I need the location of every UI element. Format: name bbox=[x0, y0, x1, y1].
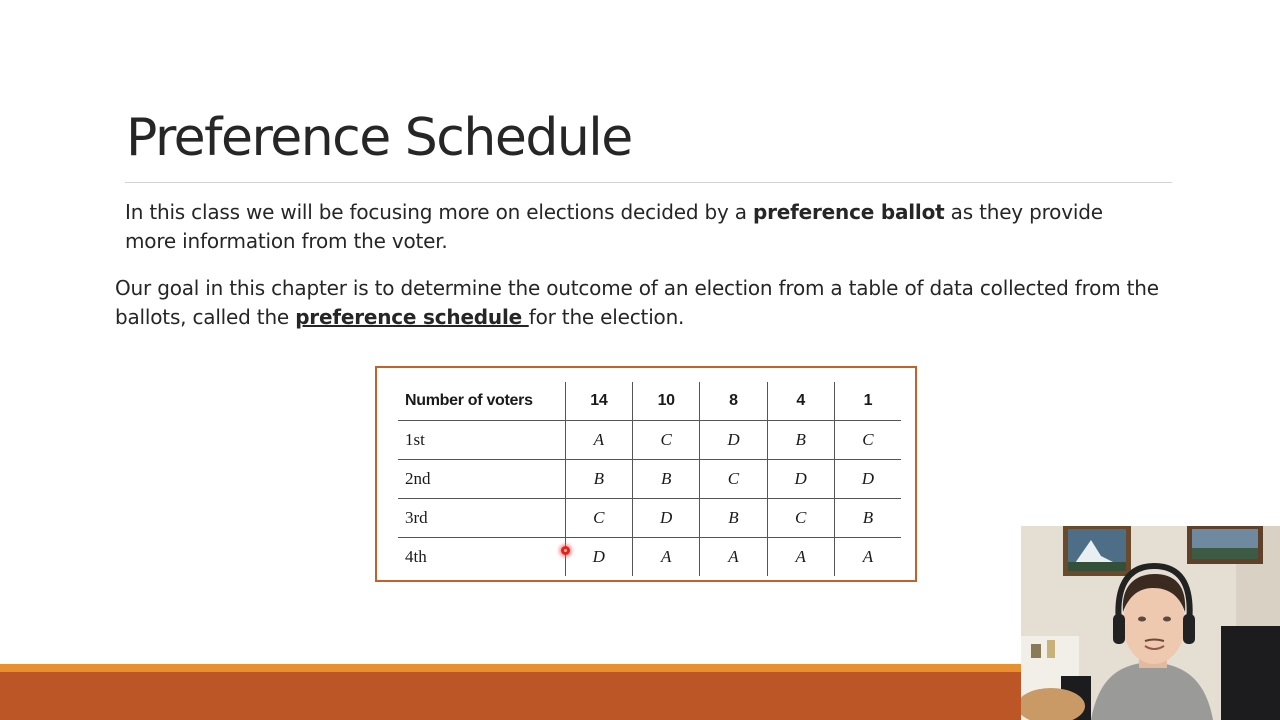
candidate-cell: A bbox=[862, 547, 874, 566]
header-voters-col: 14 bbox=[565, 382, 632, 421]
header-voters-col: 8 bbox=[700, 382, 767, 421]
goal-paragraph bbox=[115, 274, 1195, 332]
header-voters-col: 1 bbox=[834, 382, 901, 421]
table-row bbox=[398, 499, 901, 538]
candidate-cell: B bbox=[767, 421, 834, 460]
goal-text-2: for the election. bbox=[528, 305, 685, 329]
intro-paragraph bbox=[125, 198, 1125, 256]
candidate-cell: B bbox=[700, 499, 767, 538]
candidate-cell: A bbox=[633, 538, 700, 577]
candidate-cell: D bbox=[565, 538, 632, 577]
laser-pointer-dot bbox=[561, 546, 570, 555]
candidate-cell: D bbox=[633, 499, 700, 538]
slide-title: Preference Schedule bbox=[126, 108, 632, 168]
candidate-cell: A bbox=[700, 538, 767, 577]
candidate-cell: D bbox=[700, 421, 767, 460]
goal-text-1: Our goal in this chapter is to determine the outcome of an election from a table of data collected from the ballots, called the bbox=[115, 276, 1159, 329]
rank-label: 2nd bbox=[398, 460, 565, 499]
preference-ballot-term: preference ballot bbox=[753, 200, 945, 224]
header-voters-col: 4 bbox=[767, 382, 834, 421]
candidate-cell: A bbox=[565, 421, 632, 460]
table-header-row bbox=[398, 382, 901, 421]
preference-schedule-table bbox=[398, 382, 901, 576]
candidate-cell: D bbox=[767, 460, 834, 499]
candidate-cell: C bbox=[767, 499, 834, 538]
header-number-of-voters: Number of voters bbox=[398, 382, 565, 421]
table-row bbox=[398, 538, 901, 577]
preference-schedule-table-frame bbox=[375, 366, 917, 582]
candidate-cell: B bbox=[565, 460, 632, 499]
intro-text-2: as they provide more information from the voter. bbox=[125, 200, 1103, 253]
candidate-cell: B bbox=[633, 460, 700, 499]
title-divider bbox=[125, 182, 1172, 183]
candidate-cell: B bbox=[834, 499, 901, 538]
preference-schedule-term: preference schedule bbox=[295, 305, 529, 329]
header-voters-col: 10 bbox=[633, 382, 700, 421]
rank-label: 4th bbox=[398, 538, 565, 577]
candidate-cell: A bbox=[767, 538, 834, 577]
rank-label: 3rd bbox=[398, 499, 565, 538]
candidate-cell: C bbox=[834, 421, 901, 460]
table-row bbox=[398, 460, 901, 499]
candidate-cell: C bbox=[700, 460, 767, 499]
table-row bbox=[398, 421, 901, 460]
rank-label: 1st bbox=[398, 421, 565, 460]
webcam-scene-image bbox=[1021, 526, 1280, 720]
candidate-cell: D bbox=[834, 460, 901, 499]
candidate-cell: C bbox=[565, 499, 632, 538]
presenter-webcam-feed bbox=[1021, 526, 1280, 720]
intro-text-1: In this class we will be focusing more on elections decided by a bbox=[125, 200, 753, 224]
candidate-cell: C bbox=[633, 421, 700, 460]
